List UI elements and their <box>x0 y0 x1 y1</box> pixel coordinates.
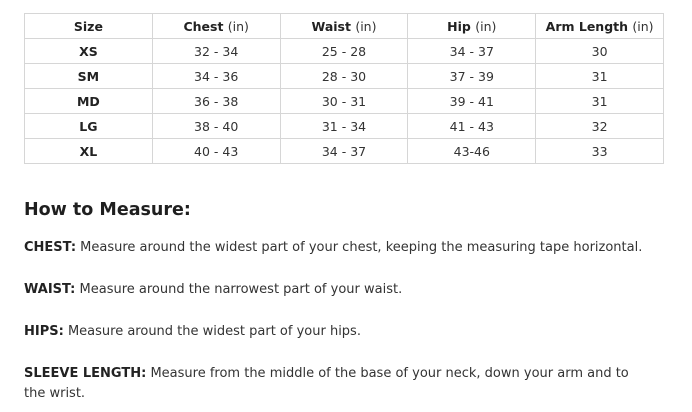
waist-cell: 28 - 30 <box>280 64 408 89</box>
chest-cell: 38 - 40 <box>152 114 280 139</box>
header-label: Chest <box>183 18 224 34</box>
header-hip <box>408 14 536 39</box>
size-cell: XL <box>25 139 153 164</box>
arm-length-cell: 32 <box>536 114 664 139</box>
header-arm-length <box>536 14 664 39</box>
size-cell: XS <box>25 39 153 64</box>
chest-cell: 40 - 43 <box>152 139 280 164</box>
measure-term: SLEEVE LENGTH: <box>24 366 147 381</box>
waist-cell: 25 - 28 <box>280 39 408 64</box>
header-label: Hip <box>447 18 471 34</box>
header-unit: (in) <box>355 18 377 34</box>
size-chart-table <box>24 13 664 164</box>
header-label: Arm Length <box>545 18 629 34</box>
arm-length-cell: 33 <box>536 139 664 164</box>
measure-term: CHEST: <box>24 240 77 255</box>
header-label: Waist <box>311 18 351 34</box>
hip-cell: 34 - 37 <box>408 39 536 64</box>
header-unit: (in) <box>632 18 654 34</box>
arm-length-cell: 31 <box>536 64 664 89</box>
header-size <box>25 14 153 39</box>
table-header-row <box>25 14 664 39</box>
measure-instruction-waist <box>24 280 654 300</box>
measure-instruction-hips <box>24 322 654 342</box>
hip-cell: 39 - 41 <box>408 89 536 114</box>
waist-cell: 31 - 34 <box>280 114 408 139</box>
table-row <box>25 39 664 64</box>
measure-instruction-sleeve-length <box>24 364 654 404</box>
header-unit: (in) <box>475 18 497 34</box>
waist-cell: 34 - 37 <box>280 139 408 164</box>
measure-instruction-chest <box>24 238 654 258</box>
hip-cell: 41 - 43 <box>408 114 536 139</box>
size-cell: SM <box>25 64 153 89</box>
header-chest <box>152 14 280 39</box>
measure-text: Measure from the middle of the base of your neck, down your arm and to the wrist. <box>24 366 629 401</box>
measure-term: HIPS: <box>24 324 64 339</box>
measure-text: Measure around the narrowest part of your waist. <box>79 282 403 297</box>
hip-cell: 43-46 <box>408 139 536 164</box>
arm-length-cell: 30 <box>536 39 664 64</box>
how-to-measure-heading: How to Measure: <box>24 200 191 220</box>
waist-cell: 30 - 31 <box>280 89 408 114</box>
size-cell: LG <box>25 114 153 139</box>
hip-cell: 37 - 39 <box>408 64 536 89</box>
chest-cell: 34 - 36 <box>152 64 280 89</box>
table-row <box>25 64 664 89</box>
table-row <box>25 114 664 139</box>
chest-cell: 32 - 34 <box>152 39 280 64</box>
table-row <box>25 89 664 114</box>
measure-term: WAIST: <box>24 282 76 297</box>
chest-cell: 36 - 38 <box>152 89 280 114</box>
header-unit: (in) <box>227 18 249 34</box>
arm-length-cell: 31 <box>536 89 664 114</box>
header-label: Size <box>73 18 103 34</box>
table-row <box>25 139 664 164</box>
measure-text: Measure around the widest part of your chest, keeping the measuring tape horizontal. <box>80 240 643 255</box>
size-cell: MD <box>25 89 153 114</box>
header-waist <box>280 14 408 39</box>
measure-text: Measure around the widest part of your hips. <box>67 324 361 339</box>
